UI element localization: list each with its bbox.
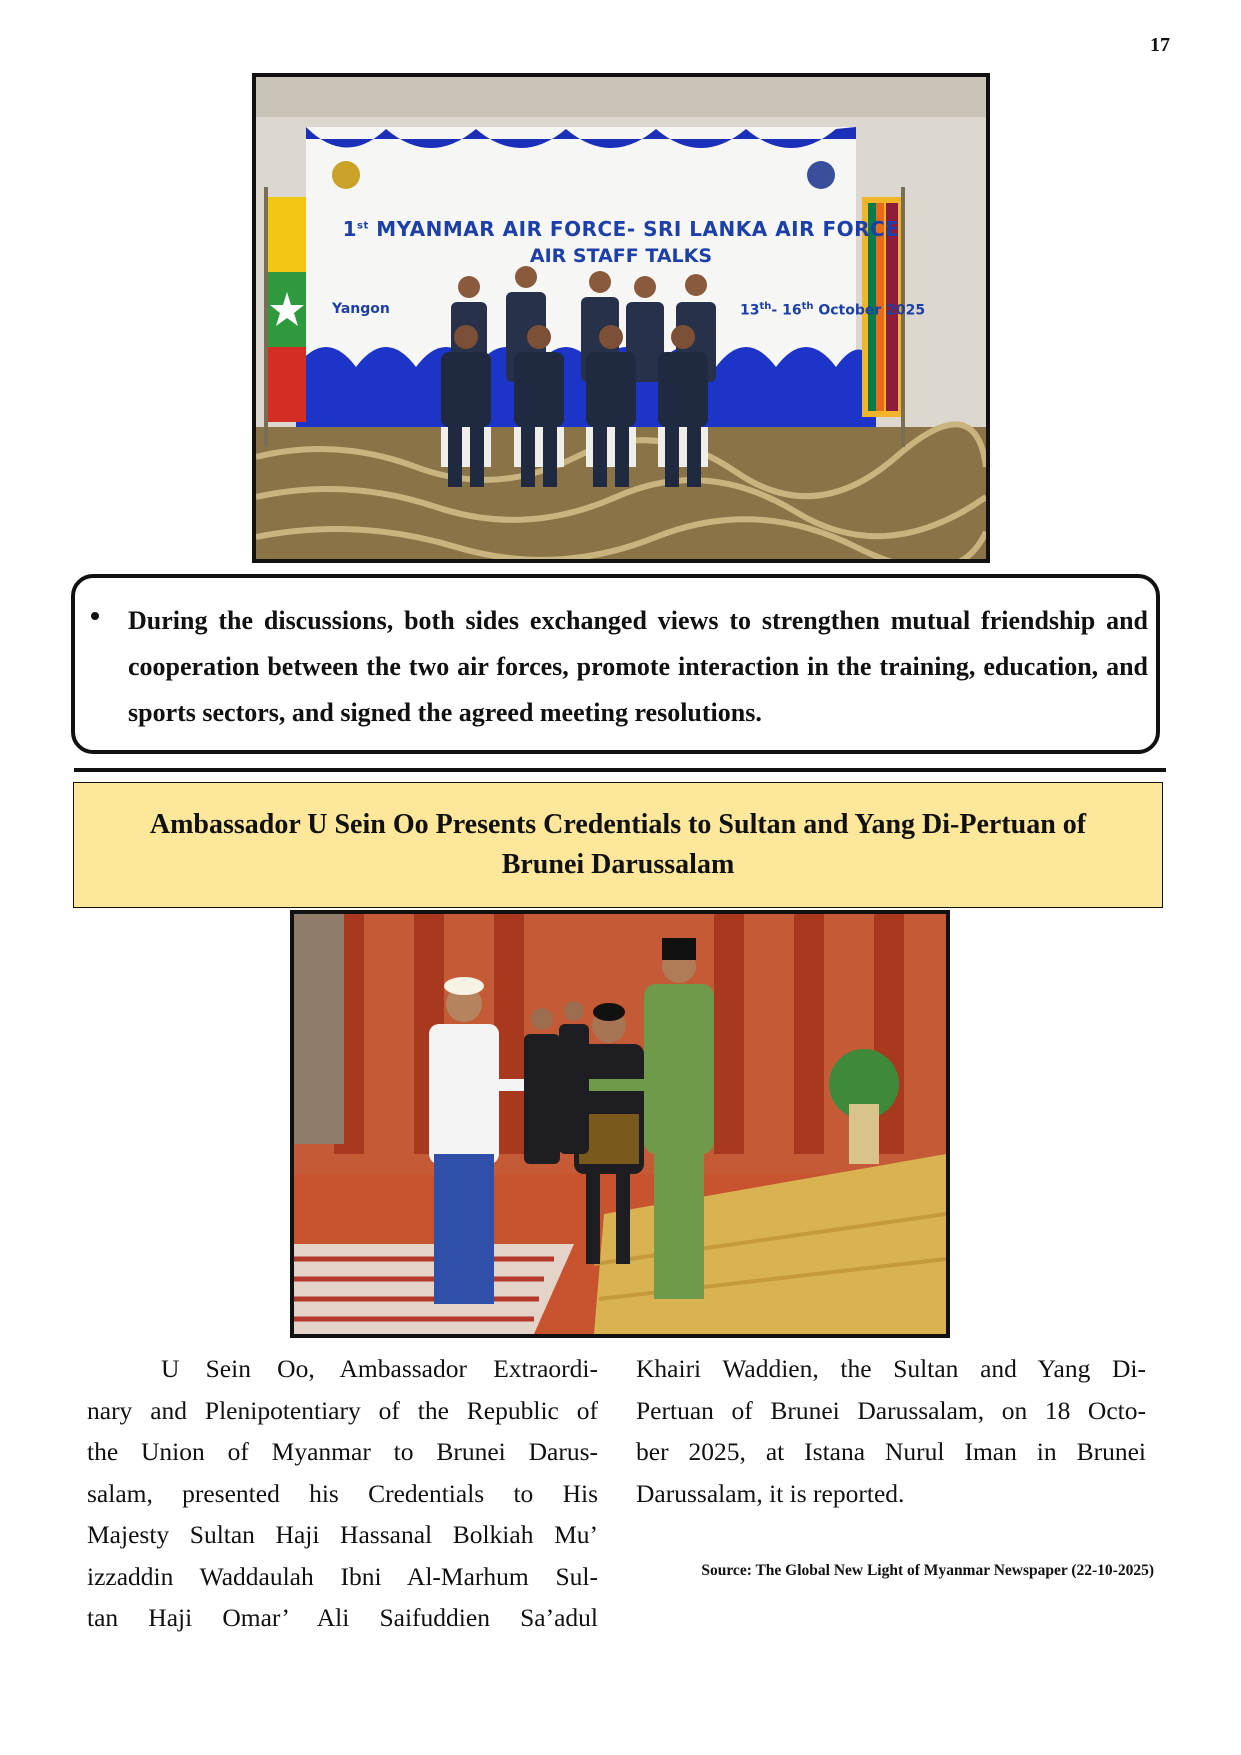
bullet-text: During the discussions, both sides exchanged views to strengthen mutual friendship and cooperation between the two air forces, promote interaction in the training, education, and sports sectors, and signed the agreed meeting resolutions. [128,606,1148,727]
article-line: salam, presented his Credentials to His [87,1478,598,1508]
article-line: Khairi Waddien, the Sultan and Yang Di- [636,1354,1146,1383]
article-line: Pertuan of Brunei Darussalam, on 18 Octo- [636,1395,1146,1425]
credentials-ceremony-photo [290,910,950,1338]
article-line: Darussalam, it is reported. [636,1478,905,1508]
article-heading-line1: Ambassador U Sein Oo Presents Credentials to Sultan and Yang Di-Pertuan of [149,809,1087,840]
article-line: Majesty Sultan Haji Hassanal Bolkiah Mu’ [87,1520,598,1549]
article-line: U Sein Oo, Ambassador Extraordi- [161,1354,598,1383]
article-source: Source: The Global New Light of Myanmar Newspaper (22-10-2025) [701,1562,1154,1579]
section-divider [74,768,1166,772]
credentials-ceremony-illustration [294,914,946,1334]
article-body-right-column [636,1348,1146,1514]
article-body-left-column [87,1348,598,1639]
air-staff-talks-photo [252,73,990,563]
banner-title-line2: AIR STAFF TALKS [529,245,713,267]
article-line: ber 2025, at Istana Nurul Iman in Brunei [636,1437,1146,1466]
banner-date: 13th- 16th October 2025 [740,301,926,319]
article-line: the Union of Myanmar to Brunei Darus- [87,1437,598,1466]
article-heading-line2: Brunei Darussalam [501,849,735,880]
article-line: izzaddin Waddaulah Ibni Al-Marhum Sul- [87,1561,598,1591]
page-number: 17 [1150,34,1170,56]
article-line: tan Haji Omar’ Ali Saifuddien Sa’adul [87,1603,598,1632]
bullet-dot-icon [91,612,99,620]
bullet-box [71,574,1160,754]
article-heading-box [73,782,1163,908]
article-line: nary and Plenipotentiary of the Republic of [87,1395,598,1425]
banner-title-line1: 1st MYANMAR AIR FORCE- SRI LANKA AIR FORCE [342,217,900,241]
banner-location: Yangon [332,301,390,317]
article-heading [88,805,1148,885]
